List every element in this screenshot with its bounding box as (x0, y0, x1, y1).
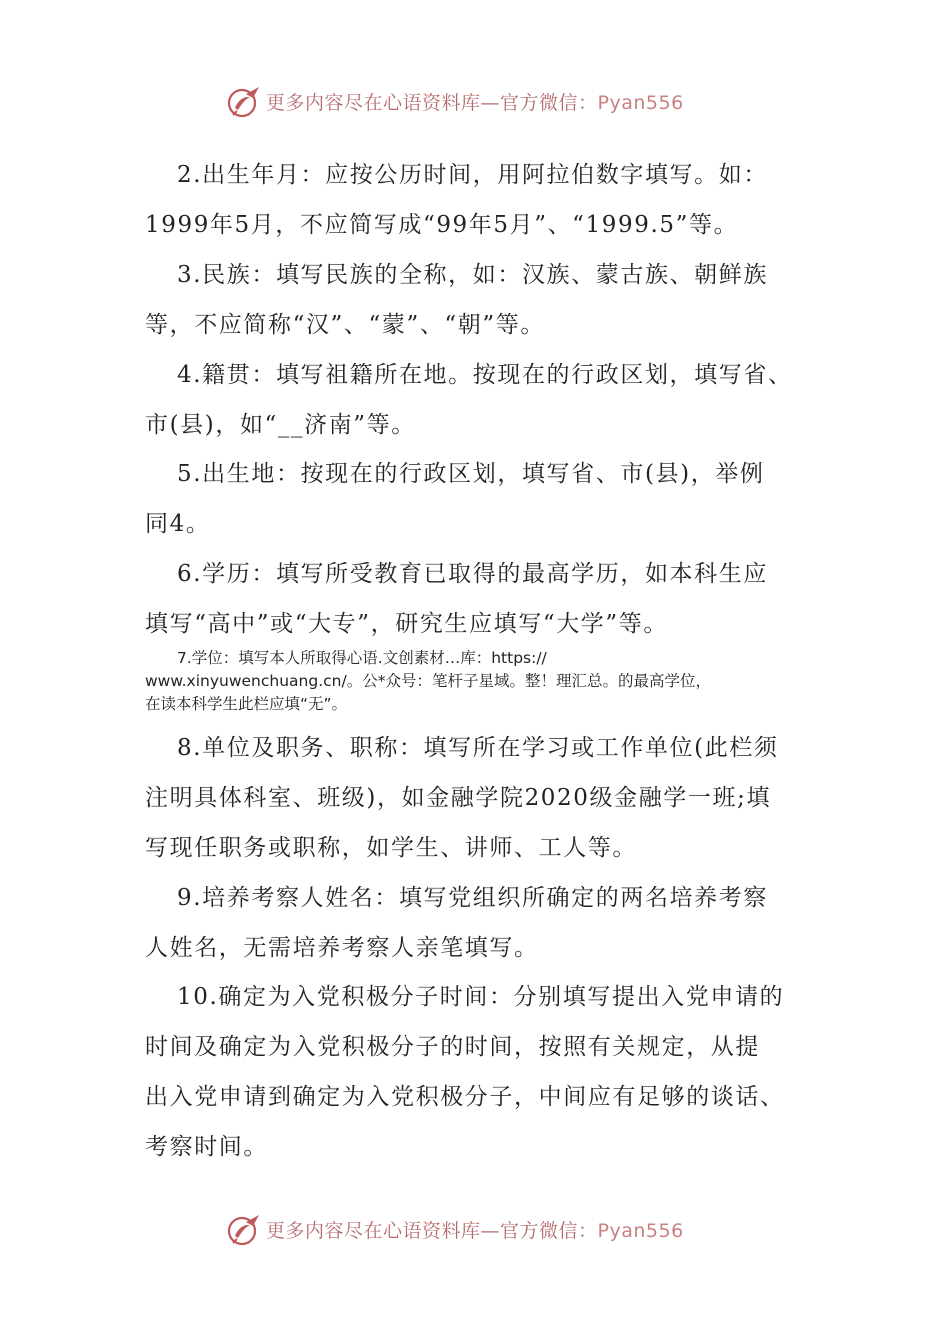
watermark-label: 更多内容尽在心语资料库—官方微信： (266, 92, 598, 114)
text-line: 市(县)，如“__济南”等。 (145, 412, 416, 438)
watermark-handle: Pyan556 (597, 1220, 684, 1242)
watermark-label: 更多内容尽在心语资料库—官方微信： (266, 1220, 598, 1242)
text-line: 3.民族：填写民族的全称，如：汉族、蒙古族、朝鲜族 (177, 262, 768, 288)
header-watermark (0, 82, 950, 122)
text-line: 10.确定为入党积极分子时间：分别填写提出入党申请的 (177, 984, 785, 1010)
watermark-text (266, 88, 684, 115)
text-line: 9.培养考察人姓名：填写党组织所确定的两名培养考察 (177, 885, 768, 911)
text-line: 出入党申请到确定为入党积极分子，中间应有足够的谈话、 (145, 1084, 785, 1110)
footer-watermark (0, 1210, 950, 1250)
text-line: 人姓名，无需培养考察人亲笔填写。 (145, 935, 539, 961)
text-line: 时间及确定为入党积极分子的时间，按照有关规定，从提 (145, 1034, 760, 1060)
text-line: 同4。 (145, 511, 211, 537)
text-line: 写现任职务或职称，如学生、讲师、工人等。 (145, 835, 637, 861)
text-line: 注明具体科室、班级)，如金融学院2020级金融学一班;填 (145, 785, 772, 811)
pen-logo-icon (226, 84, 262, 120)
text-line: 1999年5月，不应简写成“99年5月”、“1999.5”等。 (145, 212, 739, 238)
text-line: 7.学位：填写本人所取得心语.文创素材…库：https:// (177, 649, 547, 667)
pen-logo-icon (226, 1212, 262, 1248)
watermark-handle: Pyan556 (597, 92, 684, 114)
text-line: 6.学历：填写所受教育已取得的最高学历，如本科生应 (177, 561, 768, 587)
text-line: 等，不应简称“汉”、“蒙”、“朝”等。 (145, 312, 545, 338)
text-line: 4.籍贯：填写祖籍所在地。按现在的行政区划，填写省、 (177, 362, 793, 388)
text-line: 5.出生地：按现在的行政区划，填写省、市(县)，举例 (177, 461, 765, 487)
text-line: 考察时间。 (145, 1134, 268, 1160)
text-line: www.xinyuwenchuang.cn/。公*众号：笔杆子星域。整！理汇总。的最高学位， (145, 672, 711, 690)
text-line: 8.单位及职务、职称：填写所在学习或工作单位(此栏须 (177, 735, 779, 761)
text-line: 在读本科学生此栏应填“无”。 (145, 695, 348, 713)
text-line: 填写“高中”或“大专”，研究生应填写“大学”等。 (145, 611, 668, 637)
text-line: 2.出生年月：应按公历时间，用阿拉伯数字填写。如： (177, 162, 768, 188)
watermark-text (266, 1216, 684, 1243)
